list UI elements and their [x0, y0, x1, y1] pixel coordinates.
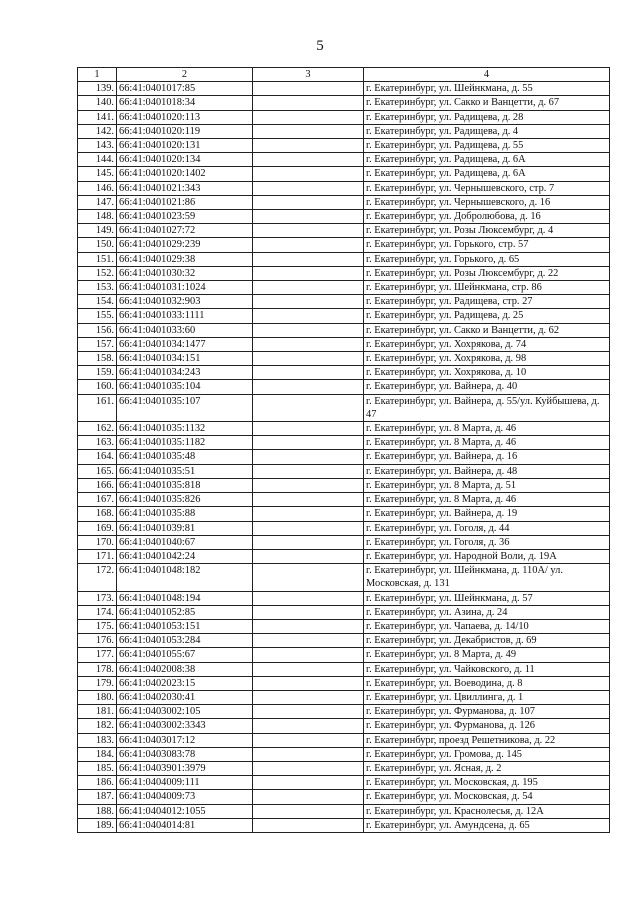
row-number: 174. — [78, 605, 117, 619]
row-number: 169. — [78, 521, 117, 535]
column-3-cell — [253, 450, 364, 464]
cadastral-number: 66:41:0403083:78 — [117, 747, 253, 761]
column-3-cell — [253, 493, 364, 507]
cadastral-number: 66:41:0404014:81 — [117, 818, 253, 832]
table-row — [78, 366, 610, 380]
address-cell: г. Екатеринбург, ул. Вайнера, д. 19 — [364, 507, 610, 521]
column-3-cell — [253, 591, 364, 605]
row-number: 148. — [78, 210, 117, 224]
cadastral-number: 66:41:0401035:107 — [117, 394, 253, 421]
row-number: 173. — [78, 591, 117, 605]
table-row — [78, 436, 610, 450]
cadastral-number: 66:41:0401048:182 — [117, 564, 253, 591]
column-3-cell — [253, 690, 364, 704]
column-3-cell — [253, 733, 364, 747]
row-number: 165. — [78, 464, 117, 478]
address-cell: г. Екатеринбург, ул. Вайнера, д. 48 — [364, 464, 610, 478]
address-cell: г. Екатеринбург, ул. Декабристов, д. 69 — [364, 634, 610, 648]
column-3-cell — [253, 124, 364, 138]
address-cell: г. Екатеринбург, ул. Горького, стр. 57 — [364, 238, 610, 252]
column-3-cell — [253, 96, 364, 110]
cadastral-number: 66:41:0401031:1024 — [117, 281, 253, 295]
table-row — [78, 676, 610, 690]
cadastral-number: 66:41:0401033:1111 — [117, 309, 253, 323]
cadastral-number: 66:41:0401035:826 — [117, 493, 253, 507]
table-row — [78, 153, 610, 167]
cadastral-number: 66:41:0401034:243 — [117, 366, 253, 380]
column-3-cell — [253, 676, 364, 690]
table-row — [78, 295, 610, 309]
column-3-cell — [253, 139, 364, 153]
header-col-4: 4 — [364, 68, 610, 82]
table-row — [78, 96, 610, 110]
row-number: 144. — [78, 153, 117, 167]
address-cell: г. Екатеринбург, проезд Решетникова, д. 22 — [364, 733, 610, 747]
table-row — [78, 733, 610, 747]
table-row — [78, 619, 610, 633]
address-cell: г. Екатеринбург, ул. Радищева, стр. 27 — [364, 295, 610, 309]
page-number: 5 — [316, 38, 324, 54]
column-3-cell — [253, 619, 364, 633]
address-cell: г. Екатеринбург, ул. 8 Марта, д. 49 — [364, 648, 610, 662]
address-cell: г. Екатеринбург, ул. Чапаева, д. 14/10 — [364, 619, 610, 633]
table-row — [78, 761, 610, 775]
row-number: 184. — [78, 747, 117, 761]
cadastral-number: 66:41:0401035:1182 — [117, 436, 253, 450]
table-row — [78, 605, 610, 619]
table-row — [78, 309, 610, 323]
table-row — [78, 210, 610, 224]
row-number: 178. — [78, 662, 117, 676]
address-cell: г. Екатеринбург, ул. Фурманова, д. 126 — [364, 719, 610, 733]
column-3-cell — [253, 478, 364, 492]
column-3-cell — [253, 210, 364, 224]
address-cell: г. Екатеринбург, ул. 8 Марта, д. 51 — [364, 478, 610, 492]
row-number: 189. — [78, 818, 117, 832]
table-row — [78, 719, 610, 733]
row-number: 149. — [78, 224, 117, 238]
row-number: 188. — [78, 804, 117, 818]
column-3-cell — [253, 352, 364, 366]
column-3-cell — [253, 394, 364, 421]
column-3-cell — [253, 436, 364, 450]
row-number: 164. — [78, 450, 117, 464]
address-cell: г. Екатеринбург, ул. Чернышевского, стр. 7 — [364, 181, 610, 195]
cadastral-number: 66:41:0401048:194 — [117, 591, 253, 605]
address-cell: г. Екатеринбург, ул. Фурманова, д. 107 — [364, 705, 610, 719]
row-number: 180. — [78, 690, 117, 704]
cadastral-number: 66:41:0401042:24 — [117, 549, 253, 563]
row-number: 186. — [78, 776, 117, 790]
cadastral-number: 66:41:0401020:134 — [117, 153, 253, 167]
address-cell: г. Екатеринбург, ул. Вайнера, д. 16 — [364, 450, 610, 464]
address-cell: г. Екатеринбург, ул. Хохрякова, д. 98 — [364, 352, 610, 366]
table-row — [78, 478, 610, 492]
cadastral-number: 66:41:0403002:105 — [117, 705, 253, 719]
table-row — [78, 747, 610, 761]
row-number: 161. — [78, 394, 117, 421]
column-3-cell — [253, 507, 364, 521]
column-3-cell — [253, 535, 364, 549]
cadastral-number: 66:41:0401034:151 — [117, 352, 253, 366]
row-number: 179. — [78, 676, 117, 690]
table-row — [78, 124, 610, 138]
cadastral-number: 66:41:0403002:3343 — [117, 719, 253, 733]
cadastral-number: 66:41:0403017:12 — [117, 733, 253, 747]
row-number: 177. — [78, 648, 117, 662]
column-3-cell — [253, 238, 364, 252]
column-3-cell — [253, 705, 364, 719]
table-row — [78, 591, 610, 605]
address-cell: г. Екатеринбург, ул. Краснолесья, д. 12А — [364, 804, 610, 818]
row-number: 182. — [78, 719, 117, 733]
cadastral-number: 66:41:0401029:239 — [117, 238, 253, 252]
table-row — [78, 82, 610, 96]
cadastral-number: 66:41:0401020:113 — [117, 110, 253, 124]
cadastral-number: 66:41:0401033:60 — [117, 323, 253, 337]
property-register-table — [77, 67, 610, 833]
table-row — [78, 705, 610, 719]
row-number: 166. — [78, 478, 117, 492]
row-number: 157. — [78, 337, 117, 351]
column-3-cell — [253, 605, 364, 619]
header-row — [78, 68, 610, 82]
column-3-cell — [253, 266, 364, 280]
address-cell: г. Екатеринбург, ул. 8 Марта, д. 46 — [364, 436, 610, 450]
row-number: 159. — [78, 366, 117, 380]
row-number: 167. — [78, 493, 117, 507]
address-cell: г. Екатеринбург, ул. Сакко и Ванцетти, д. 62 — [364, 323, 610, 337]
row-number: 143. — [78, 139, 117, 153]
row-number: 142. — [78, 124, 117, 138]
cadastral-number: 66:41:0401035:88 — [117, 507, 253, 521]
cadastral-number: 66:41:0402008:38 — [117, 662, 253, 676]
cadastral-number: 66:41:0401034:1477 — [117, 337, 253, 351]
cadastral-number: 66:41:0401027:72 — [117, 224, 253, 238]
cadastral-number: 66:41:0401035:51 — [117, 464, 253, 478]
address-cell: г. Екатеринбург, ул. Шейнкмана, д. 57 — [364, 591, 610, 605]
cadastral-number: 66:41:0401020:1402 — [117, 167, 253, 181]
address-cell: г. Екатеринбург, ул. Радищева, д. 55 — [364, 139, 610, 153]
cadastral-number: 66:41:0401035:104 — [117, 380, 253, 394]
row-number: 183. — [78, 733, 117, 747]
column-3-cell — [253, 564, 364, 591]
row-number: 163. — [78, 436, 117, 450]
table-row — [78, 195, 610, 209]
address-cell: г. Екатеринбург, ул. Хохрякова, д. 10 — [364, 366, 610, 380]
column-3-cell — [253, 167, 364, 181]
cadastral-number: 66:41:0402023:15 — [117, 676, 253, 690]
address-cell: г. Екатеринбург, ул. Шейнкмана, стр. 86 — [364, 281, 610, 295]
cadastral-number: 66:41:0401020:119 — [117, 124, 253, 138]
row-number: 154. — [78, 295, 117, 309]
table-row — [78, 549, 610, 563]
row-number: 181. — [78, 705, 117, 719]
table-row — [78, 564, 610, 591]
table-row — [78, 535, 610, 549]
column-3-cell — [253, 804, 364, 818]
row-number: 141. — [78, 110, 117, 124]
cadastral-number: 66:41:0403901:3979 — [117, 761, 253, 775]
column-3-cell — [253, 153, 364, 167]
table-row — [78, 493, 610, 507]
row-number: 187. — [78, 790, 117, 804]
table-row — [78, 690, 610, 704]
address-cell: г. Екатеринбург, ул. Московская, д. 195 — [364, 776, 610, 790]
address-cell: г. Екатеринбург, ул. Радищева, д. 6А — [364, 153, 610, 167]
address-cell: г. Екатеринбург, ул. 8 Марта, д. 46 — [364, 493, 610, 507]
column-3-cell — [253, 295, 364, 309]
table-row — [78, 521, 610, 535]
address-cell: г. Екатеринбург, ул. Сакко и Ванцетти, д. 67 — [364, 96, 610, 110]
table-row — [78, 818, 610, 832]
cadastral-number: 66:41:0404009:111 — [117, 776, 253, 790]
cadastral-number: 66:41:0401053:151 — [117, 619, 253, 633]
address-cell: г. Екатеринбург, ул. Розы Люксембург, д. 22 — [364, 266, 610, 280]
cadastral-number: 66:41:0401053:284 — [117, 634, 253, 648]
address-cell: г. Екатеринбург, ул. Азина, д. 24 — [364, 605, 610, 619]
row-number: 152. — [78, 266, 117, 280]
row-number: 185. — [78, 761, 117, 775]
column-3-cell — [253, 422, 364, 436]
column-3-cell — [253, 662, 364, 676]
row-number: 150. — [78, 238, 117, 252]
cadastral-number: 66:41:0401040:67 — [117, 535, 253, 549]
address-cell: г. Екатеринбург, ул. Радищева, д. 28 — [364, 110, 610, 124]
cadastral-number: 66:41:0401017:85 — [117, 82, 253, 96]
table-row — [78, 266, 610, 280]
row-number: 140. — [78, 96, 117, 110]
row-number: 162. — [78, 422, 117, 436]
address-cell: г. Екатеринбург, ул. Радищева, д. 6А — [364, 167, 610, 181]
table-row — [78, 380, 610, 394]
column-3-cell — [253, 761, 364, 775]
column-3-cell — [253, 224, 364, 238]
column-3-cell — [253, 521, 364, 535]
column-3-cell — [253, 281, 364, 295]
row-number: 176. — [78, 634, 117, 648]
address-cell: г. Екатеринбург, ул. Вайнера, д. 55/ул. Куйбышева, д. 47 — [364, 394, 610, 421]
column-3-cell — [253, 776, 364, 790]
column-3-cell — [253, 366, 364, 380]
column-3-cell — [253, 648, 364, 662]
table-row — [78, 281, 610, 295]
row-number: 168. — [78, 507, 117, 521]
address-cell: г. Екатеринбург, ул. Народной Воли, д. 19А — [364, 549, 610, 563]
column-3-cell — [253, 110, 364, 124]
cadastral-number: 66:41:0401030:32 — [117, 266, 253, 280]
column-3-cell — [253, 195, 364, 209]
header-col-3: 3 — [253, 68, 364, 82]
table-row — [78, 110, 610, 124]
row-number: 145. — [78, 167, 117, 181]
column-3-cell — [253, 634, 364, 648]
row-number: 151. — [78, 252, 117, 266]
table-row — [78, 422, 610, 436]
address-cell: г. Екатеринбург, ул. Радищева, д. 25 — [364, 309, 610, 323]
column-3-cell — [253, 464, 364, 478]
table-row — [78, 507, 610, 521]
table-row — [78, 648, 610, 662]
row-number: 153. — [78, 281, 117, 295]
row-number: 175. — [78, 619, 117, 633]
table-row — [78, 464, 610, 478]
table-row — [78, 662, 610, 676]
column-3-cell — [253, 719, 364, 733]
table-row — [78, 804, 610, 818]
column-3-cell — [253, 818, 364, 832]
address-cell: г. Екатеринбург, ул. Московская, д. 54 — [364, 790, 610, 804]
row-number: 158. — [78, 352, 117, 366]
column-3-cell — [253, 747, 364, 761]
column-3-cell — [253, 380, 364, 394]
address-cell: г. Екатеринбург, ул. Шейнкмана, д. 55 — [364, 82, 610, 96]
table-row — [78, 252, 610, 266]
address-cell: г. Екатеринбург, ул. Воеводина, д. 8 — [364, 676, 610, 690]
address-cell: г. Екатеринбург, ул. Вайнера, д. 40 — [364, 380, 610, 394]
cadastral-number: 66:41:0401035:48 — [117, 450, 253, 464]
address-cell: г. Екатеринбург, ул. Добролюбова, д. 16 — [364, 210, 610, 224]
row-number: 172. — [78, 564, 117, 591]
table-row — [78, 238, 610, 252]
cadastral-number: 66:41:0401023:59 — [117, 210, 253, 224]
address-cell: г. Екатеринбург, ул. Горького, д. 65 — [364, 252, 610, 266]
address-cell: г. Екатеринбург, ул. Гоголя, д. 36 — [364, 535, 610, 549]
table-row — [78, 224, 610, 238]
cadastral-number: 66:41:0401035:818 — [117, 478, 253, 492]
address-cell: г. Екатеринбург, ул. Радищева, д. 4 — [364, 124, 610, 138]
table-row — [78, 634, 610, 648]
address-cell: г. Екатеринбург, ул. Чернышевского, д. 16 — [364, 195, 610, 209]
column-3-cell — [253, 82, 364, 96]
table-row — [78, 352, 610, 366]
cadastral-number: 66:41:0401020:131 — [117, 139, 253, 153]
row-number: 170. — [78, 535, 117, 549]
table-row — [78, 167, 610, 181]
table-row — [78, 776, 610, 790]
table-row — [78, 450, 610, 464]
address-cell: г. Екатеринбург, ул. 8 Марта, д. 46 — [364, 422, 610, 436]
address-cell: г. Екатеринбург, ул. Цвиллинга, д. 1 — [364, 690, 610, 704]
row-number: 155. — [78, 309, 117, 323]
address-cell: г. Екатеринбург, ул. Ясная, д. 2 — [364, 761, 610, 775]
cadastral-number: 66:41:0404009:73 — [117, 790, 253, 804]
column-3-cell — [253, 337, 364, 351]
table-row — [78, 394, 610, 421]
row-number: 156. — [78, 323, 117, 337]
address-cell: г. Екатеринбург, ул. Хохрякова, д. 74 — [364, 337, 610, 351]
cadastral-number: 66:41:0401052:85 — [117, 605, 253, 619]
address-cell: г. Екатеринбург, ул. Розы Люксембург, д. 4 — [364, 224, 610, 238]
table-row — [78, 139, 610, 153]
column-3-cell — [253, 323, 364, 337]
cadastral-number: 66:41:0401021:86 — [117, 195, 253, 209]
column-3-cell — [253, 790, 364, 804]
row-number: 160. — [78, 380, 117, 394]
address-cell: г. Екатеринбург, ул. Гоголя, д. 44 — [364, 521, 610, 535]
header-col-2: 2 — [117, 68, 253, 82]
header-col-1: 1 — [78, 68, 117, 82]
cadastral-number: 66:41:0401039:81 — [117, 521, 253, 535]
column-3-cell — [253, 181, 364, 195]
table-row — [78, 790, 610, 804]
cadastral-number: 66:41:0404012:1055 — [117, 804, 253, 818]
address-cell: г. Екатеринбург, ул. Амундсена, д. 65 — [364, 818, 610, 832]
cadastral-number: 66:41:0401055:67 — [117, 648, 253, 662]
cadastral-number: 66:41:0401021:343 — [117, 181, 253, 195]
column-3-cell — [253, 309, 364, 323]
cadastral-number: 66:41:0401032:903 — [117, 295, 253, 309]
cadastral-number: 66:41:0401029:38 — [117, 252, 253, 266]
address-cell: г. Екатеринбург, ул. Шейнкмана, д. 110А/ ул. Московская, д. 131 — [364, 564, 610, 591]
row-number: 171. — [78, 549, 117, 563]
table-row — [78, 337, 610, 351]
table-row — [78, 323, 610, 337]
table-row — [78, 181, 610, 195]
cadastral-number: 66:41:0401035:1132 — [117, 422, 253, 436]
column-3-cell — [253, 549, 364, 563]
row-number: 146. — [78, 181, 117, 195]
column-3-cell — [253, 252, 364, 266]
row-number: 147. — [78, 195, 117, 209]
address-cell: г. Екатеринбург, ул. Чайковского, д. 11 — [364, 662, 610, 676]
address-cell: г. Екатеринбург, ул. Громова, д. 145 — [364, 747, 610, 761]
cadastral-number: 66:41:0401018:34 — [117, 96, 253, 110]
cadastral-number: 66:41:0402030:41 — [117, 690, 253, 704]
row-number: 139. — [78, 82, 117, 96]
